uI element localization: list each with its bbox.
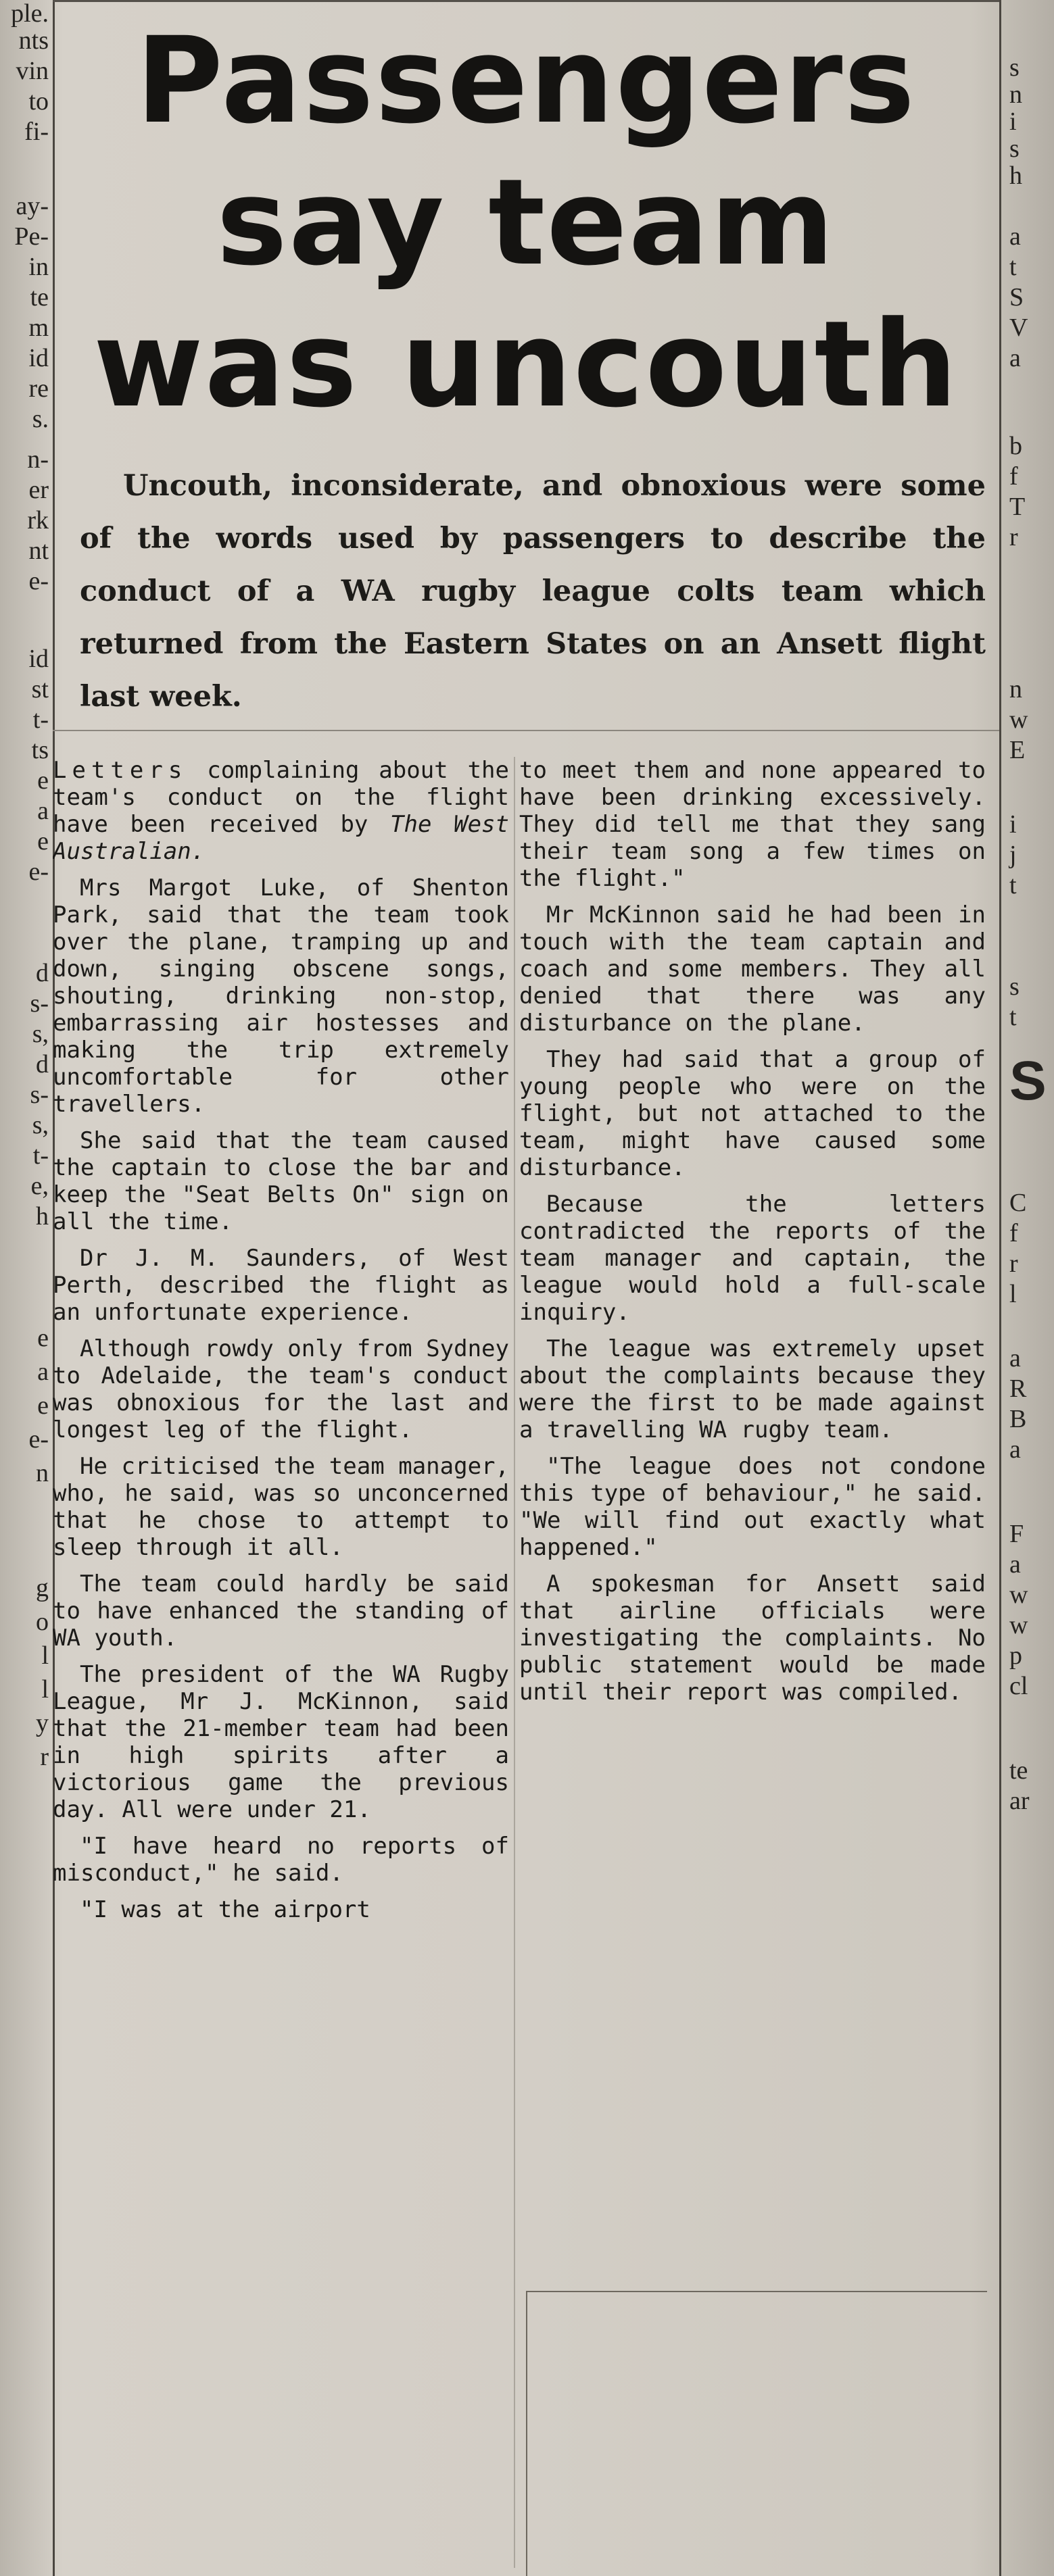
right-fragment-text: a [1009, 1344, 1021, 1372]
right-fragment-text: R [1009, 1374, 1027, 1403]
left-fragment-text: t- [32, 705, 49, 734]
right-fragment-text: i [1009, 107, 1017, 136]
left-fragment-text: l [41, 1675, 49, 1704]
left-fragment-text: s, [32, 1111, 49, 1139]
right-fragment-text: s [1009, 134, 1020, 163]
column1-paragraph-5: Although rowdy only from Sydney to Adelaide, the team's conduct was obnoxious for the last and longest leg of the flight. [53, 1335, 509, 1443]
headline-line-3: was uncouth [93, 295, 959, 434]
right-fragment-text: s [1009, 972, 1020, 1001]
right-fragment-text: S [1009, 283, 1024, 312]
headline-line-1: Passengers [135, 11, 917, 150]
left-fragment-text: e [37, 827, 49, 856]
right-fragment-text: f [1009, 462, 1018, 491]
left-fragment-text: e [37, 1391, 49, 1420]
right-fragment-text: h [1009, 162, 1022, 190]
newspaper-name: The West Australian. [53, 811, 509, 865]
right-fragment-text: i [1009, 810, 1017, 839]
left-fragment-text: fi- [24, 118, 49, 146]
left-fragment-text: rk [27, 506, 49, 535]
left-fragment-text: a [37, 797, 49, 825]
column1-paragraph-4: Dr J. M. Saunders, of West Perth, described the flight as an unfortunate experience. [53, 1245, 509, 1326]
left-fragment-text: to [28, 87, 49, 116]
left-fragment-text: e- [28, 567, 49, 595]
left-fragment-text: o [36, 1608, 49, 1636]
left-fragment-text: nt [28, 537, 49, 565]
blank-corner-box [526, 2291, 987, 2576]
left-fragment-text: re [28, 374, 49, 403]
left-fragment-text: e- [28, 1425, 49, 1454]
intro-paragraph [80, 460, 986, 723]
left-fragment-text: h [36, 1202, 49, 1231]
right-fragment-text: n [1009, 675, 1022, 703]
right-fragment-text: r [1009, 1249, 1018, 1278]
column2-paragraph-1: to meet them and none appeared to have been drinking excessively. They did tell me that they sang their team song a few times on the flight." [519, 757, 986, 892]
column1-paragraph-3: She said that the team caused the captain to close the bar and keep the "Seat Belts On" sign on all the time. [53, 1127, 509, 1235]
top-rule [53, 0, 999, 2]
right-fragment-text: n [1009, 80, 1022, 109]
right-fragment-text: w [1009, 705, 1028, 734]
left-fragment-text: n [36, 1459, 49, 1487]
headline-line-2: say team [216, 153, 836, 292]
column1-paragraph-9: "I have heard no reports of misconduct," he said. [53, 1833, 509, 1887]
left-fragment-text: e [37, 1324, 49, 1352]
left-fragment-text: te [30, 283, 49, 312]
right-fragment-text: a [1009, 344, 1021, 372]
left-fragment-text: s- [30, 989, 49, 1018]
left-fragment-text: a [37, 1358, 49, 1386]
left-fragment-text: ay- [16, 192, 49, 220]
right-fragment-text: r [1009, 523, 1018, 551]
left-fragment-text: st [31, 675, 49, 703]
right-fragment-text: l [1009, 1280, 1017, 1308]
right-fragment-text: b [1009, 432, 1022, 460]
left-fragment-text: in [28, 253, 49, 281]
article-column-1 [53, 757, 509, 2575]
column1-paragraph-6: He criticised the team manager, who, he said, was so unconcerned that he chose to attempt to sleep through it all. [53, 1453, 509, 1561]
left-fragment-text: vin [16, 57, 49, 85]
left-column-fragments [0, 0, 55, 2576]
left-fragment-text: e- [28, 858, 49, 886]
right-column-fragments [999, 0, 1054, 2576]
right-fragment-text: a [1009, 222, 1021, 251]
right-fragment-text: ar [1009, 1787, 1030, 1815]
column1-paragraph-7: The team could hardly be said to have enhanced the standing of WA youth. [53, 1570, 509, 1652]
right-fragment-text: S [1009, 1050, 1047, 1112]
column1-paragraph-10: "I was at the airport [80, 1896, 370, 1923]
left-fragment-text: r [40, 1743, 49, 1771]
right-fragment-text: s [1009, 53, 1020, 82]
news-article [53, 0, 999, 2576]
left-fragment-text: ts [31, 736, 49, 764]
column2-paragraph-6: "The league does not condone this type of behaviour," he said. "We will find out exactly what happened." [519, 1453, 986, 1561]
left-fragment-text: id [28, 645, 49, 673]
column1-paragraph-1 [53, 757, 509, 865]
right-fragment-text: F [1009, 1520, 1024, 1548]
left-fragment-text: s- [30, 1081, 49, 1109]
left-fragment-text: t- [32, 1141, 49, 1170]
right-fragment-text: B [1009, 1405, 1027, 1433]
left-fragment-text: d [36, 959, 49, 987]
left-fragment-text: e [37, 766, 49, 795]
column1-p1-text: complaining about the team's conduct on the flight have been received by [53, 757, 509, 838]
left-fragment-text: n- [27, 445, 49, 474]
left-fragment-text: id [28, 344, 49, 372]
left-fragment-text: d [36, 1050, 49, 1079]
right-fragment-text: a [1009, 1435, 1021, 1464]
intro-rule [53, 730, 999, 731]
column2-paragraph-5: The league was extremely upset about the complaints because they were the first to be made against a travelling WA rugby team. [519, 1335, 986, 1443]
right-fragment-text: p [1009, 1641, 1022, 1670]
left-fragment-text: e, [30, 1172, 49, 1200]
right-fragment-text: te [1009, 1756, 1028, 1785]
column1-paragraph-2: Mrs Margot Luke, of Shenton Park, said that the team took over the plane, tramping up and down, singing obscene songs, shouting, drinking non-stop, embarrassing air hostesses and making the trip extremely uncomfortable for other travellers. [53, 874, 509, 1118]
right-fragment-text: w [1009, 1611, 1028, 1639]
left-fragment-text: s, [32, 1020, 49, 1048]
column2-paragraph-3: They had said that a group of young people who were on the flight, but not attached to the team, might have caused some disturbance. [519, 1046, 986, 1181]
right-fragment-text: V [1009, 314, 1028, 342]
left-fragment-text: Pe- [14, 222, 49, 251]
right-fragment-text: j [1009, 841, 1017, 869]
column2-paragraph-7: A spokesman for Ansett said that airline officials were investigating the complaints. No public statement would be made until their report was compiled. [519, 1570, 986, 1706]
column2-paragraph-4: Because the letters contradicted the reports of the team manager and captain, the league would hold a full-scale inquiry. [519, 1191, 986, 1326]
right-fragment-text: a [1009, 1550, 1021, 1579]
right-fragment-text: t [1009, 1003, 1017, 1031]
left-fragment-text: y [36, 1709, 49, 1737]
left-fragment-text: nts [18, 26, 49, 55]
left-fragment-text: g [36, 1574, 49, 1602]
right-fragment-text: f [1009, 1219, 1018, 1247]
right-fragment-text: E [1009, 736, 1026, 764]
right-fragment-text: w [1009, 1581, 1028, 1609]
right-fragment-text: t [1009, 871, 1017, 899]
right-fragment-text: t [1009, 253, 1017, 281]
left-fragment-text: m [28, 314, 49, 342]
right-fragment-text: C [1009, 1189, 1027, 1217]
column-divider [514, 757, 515, 2568]
left-fragment-text: er [28, 476, 49, 504]
intro-text: Uncouth, inconsiderate, and obnoxious were some of the words used by passengers to describe the conduct of a WA rugby league colts team which returned from the Eastern States on an Ansett flight last week. [80, 469, 986, 714]
column1-paragraph-8: The president of the WA Rugby League, Mr J. McKinnon, said that the 21-member team had been in high spirits after a victorious game the previous day. All were under 21. [53, 1661, 509, 1823]
left-fragment-text: ple. [11, 0, 49, 28]
right-fragment-text: cl [1009, 1672, 1028, 1700]
drop-lead-word: Letters [53, 757, 188, 784]
column2-paragraph-2: Mr McKinnon said he had been in touch with the team captain and coach and some members. They all denied that there was any disturbance on the plane. [519, 901, 986, 1037]
left-fragment-text: s. [32, 405, 49, 433]
left-fragment-text: l [41, 1641, 49, 1670]
right-fragment-text: T [1009, 493, 1026, 521]
